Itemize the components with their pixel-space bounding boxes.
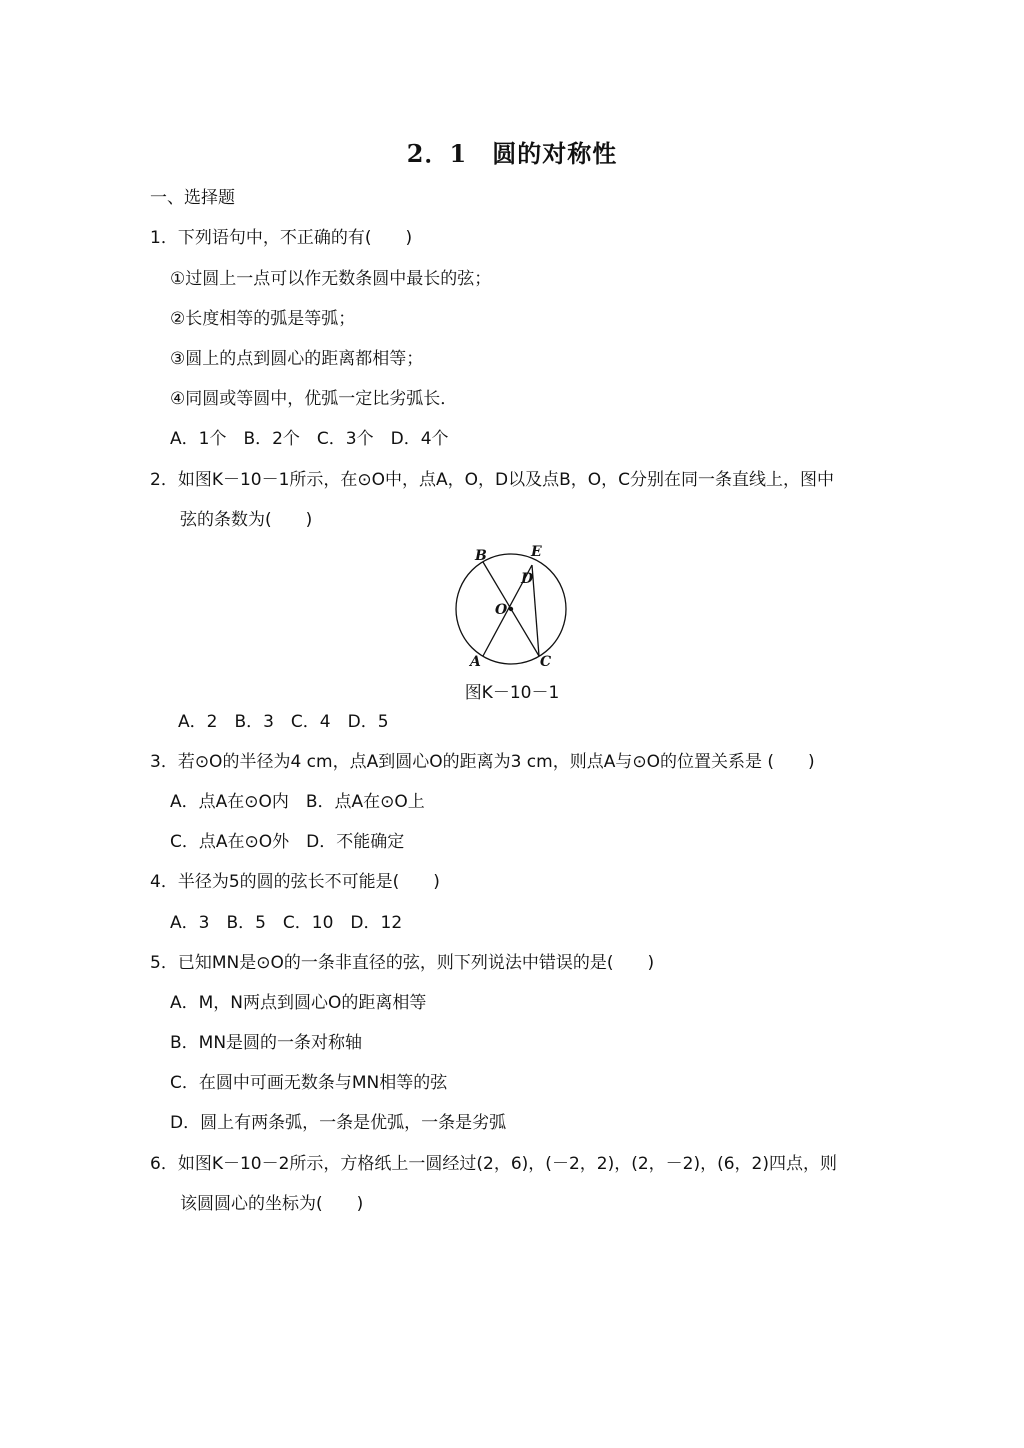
section-heading: 一、选择题 xyxy=(150,188,235,208)
circle-figure xyxy=(445,542,580,672)
question-1-item: ③圆上的点到圆心的距离都相等； xyxy=(170,349,424,369)
label-o: O xyxy=(495,602,508,618)
label-c: C xyxy=(540,654,552,670)
question-1-item: ②长度相等的弧是等弧； xyxy=(170,309,356,329)
question-3-options: A．点A在⊙O内 B．点A在⊙O上 xyxy=(170,792,425,812)
question-2-stem-continued: 弦的条数为( ) xyxy=(180,510,313,530)
question-3-stem: 3．若⊙O的半径为4 cm，点A到圆心O的距离为3 cm，则点A与⊙O的位置关系是 ( ) xyxy=(150,752,815,772)
label-b: B xyxy=(475,548,487,564)
question-4-options: A．3 B．5 C．10 D．12 xyxy=(170,913,403,933)
question-5-option: D．圆上有两条弧，一条是优弧，一条是劣弧 xyxy=(170,1113,507,1133)
question-5-option: B．MN是圆的一条对称轴 xyxy=(170,1033,363,1053)
question-1-item: ①过圆上一点可以作无数条圆中最长的弦； xyxy=(170,269,492,289)
page-title: 2．1 圆的对称性 xyxy=(406,139,618,168)
label-d: D xyxy=(521,571,534,587)
question-5-option: C．在圆中可画无数条与MN相等的弦 xyxy=(170,1073,448,1093)
question-5-option: A．M，N两点到圆心O的距离相等 xyxy=(170,993,427,1013)
question-6-stem-continued: 该圆圆心的坐标为( ) xyxy=(180,1194,364,1214)
question-4-stem: 4．半径为5的圆的弦长不可能是( ) xyxy=(150,872,440,892)
center-point xyxy=(509,607,513,611)
question-2-options: A．2 B．3 C．4 D．5 xyxy=(178,712,389,732)
question-5-stem: 5．已知MN是⊙O的一条非直径的弦，则下列说法中错误的是( ) xyxy=(150,953,655,973)
question-2-stem: 2．如图K－10－1所示，在⊙O中，点A，O，D以及点B，O，C分别在同一条直线上，图中 xyxy=(150,470,835,490)
figure-caption: 图K－10－1 xyxy=(464,683,560,703)
question-1-stem: 1．下列语句中，不正确的有( ) xyxy=(150,228,413,248)
label-a: A xyxy=(470,654,481,670)
question-6-stem: 6．如图K－10－2所示，方格纸上一圆经过(2，6)，(－2，2)，(2，－2)，(6，2)四点，则 xyxy=(150,1154,837,1174)
question-3-options: C．点A在⊙O外 D．不能确定 xyxy=(170,832,405,852)
label-e: E xyxy=(531,544,542,560)
question-1-options: A．1个 B．2个 C．3个 D．4个 xyxy=(170,429,449,449)
question-1-item: ④同圆或等圆中，优弧一定比劣弧长． xyxy=(170,389,458,409)
